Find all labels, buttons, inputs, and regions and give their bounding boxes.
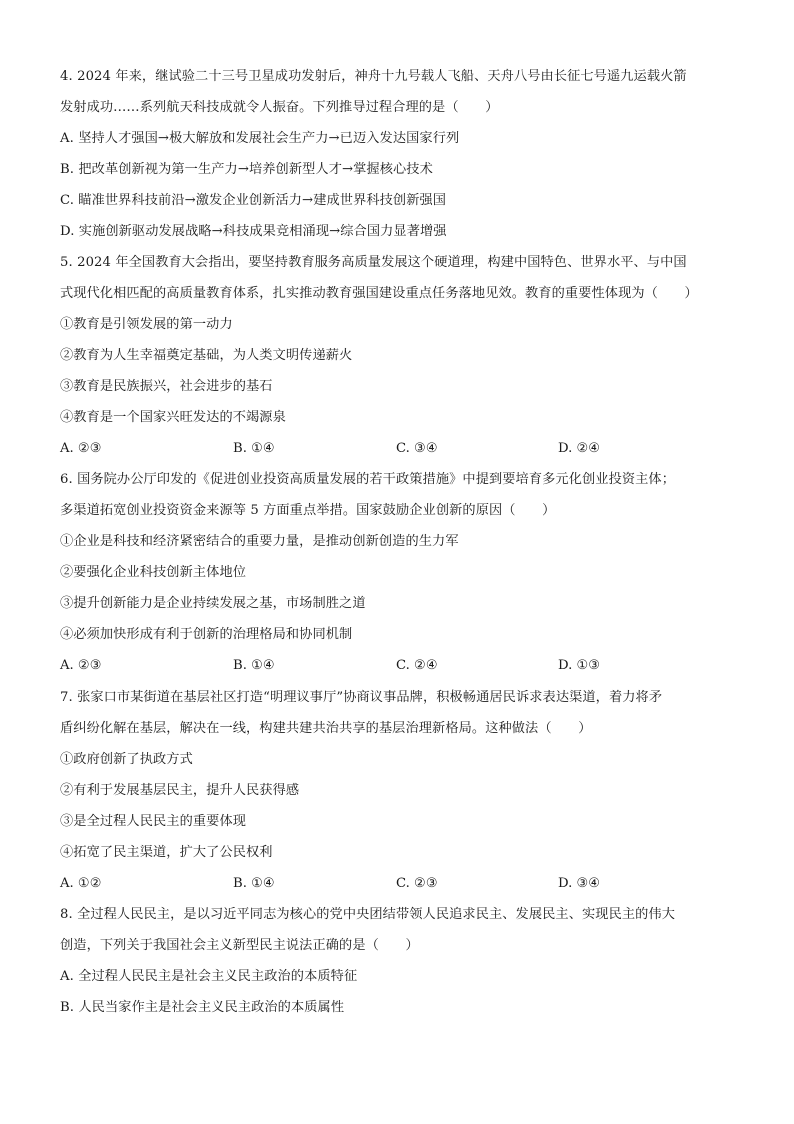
question-8-option-b: B. 人民当家作主是社会主义民主政治的本质属性 — [60, 1000, 345, 1015]
question-7-choice-b: B. ①④ — [233, 876, 275, 891]
question-5-choice-c: C. ③④ — [396, 441, 438, 456]
question-4-option-b: B. 把改革创新视为第一生产力→培养创新型人才→掌握核心技术 — [60, 162, 433, 177]
question-4-stem-line-1: 4. 2024 年来，继试验二十三号卫星成功发射后，神舟十九号载人飞船、天舟八号由长征七号遥九运载火箭 — [60, 69, 687, 84]
question-5-choice-a: A. ②③ — [60, 441, 102, 456]
question-5-choice-b: B. ①④ — [233, 441, 275, 456]
question-7-choice-d: D. ③④ — [558, 876, 601, 891]
question-5-statement-4: ④教育是一个国家兴旺发达的不竭源泉 — [60, 410, 286, 425]
question-6-choice-d: D. ①③ — [558, 658, 601, 673]
question-6-statement-2: ②要强化企业科技创新主体地位 — [60, 565, 247, 580]
question-8-stem-line-1: 8. 全过程人民民主，是以习近平同志为核心的党中央团结带领人民追求民主、发展民主、实现民主的伟大 — [60, 907, 676, 922]
question-4-option-a: A. 坚持人才强国→极大解放和发展社会生产力→已迈入发达国家行列 — [60, 131, 460, 146]
question-6-statement-4: ④必须加快形成有利于创新的治理格局和协同机制 — [60, 627, 353, 642]
question-5-statement-1: ①教育是引领发展的第一动力 — [60, 317, 233, 332]
question-7-stem-line-1: 7. 张家口市某街道在基层社区打造“明理议事厅”协商议事品牌，积极畅通居民诉求表达渠道，着力将矛 — [60, 690, 663, 705]
question-6-choice-a: A. ②③ — [60, 658, 102, 673]
question-8-stem-line-2: 创造，下列关于我国社会主义新型民主说法正确的是（ ） — [60, 938, 419, 953]
question-5-statement-2: ②教育为人生幸福奠定基础，为人类文明传递薪火 — [60, 348, 353, 363]
question-7-statement-2: ②有利于发展基层民主，提升人民获得感 — [60, 783, 300, 798]
question-7-statement-1: ①政府创新了执政方式 — [60, 752, 193, 767]
question-5-choice-d: D. ②④ — [558, 441, 601, 456]
question-4-option-c: C. 瞄准世界科技前沿→激发企业创新活力→建成世界科技创新强国 — [60, 193, 447, 208]
question-6-stem-line-1: 6. 国务院办公厅印发的《促进创业投资高质量发展的若干政策措施》中提到要培育多元化创业投资主体； — [60, 472, 676, 487]
question-5-stem-line-1: 5. 2024 年全国教育大会指出，要坚持教育服务高质量发展这个硬道理，构建中国特色、世界水平、与中国 — [60, 255, 687, 270]
question-6-choice-c: C. ②④ — [396, 658, 438, 673]
question-7-choice-c: C. ②③ — [396, 876, 438, 891]
question-6-statement-3: ③提升创新能力是企业持续发展之基，市场制胜之道 — [60, 596, 366, 611]
question-6-stem-line-2: 多渠道拓宽创业投资资金来源等 5 方面重点举措。国家鼓励企业创新的原因（ ） — [60, 503, 556, 518]
question-4-option-d: D. 实施创新驱动发展战略→科技成果竞相涌现→综合国力显著增强 — [60, 224, 447, 239]
question-8-option-a: A. 全过程人民民主是社会主义民主政治的本质特征 — [60, 969, 358, 984]
question-4-stem-line-2: 发射成功……系列航天科技成就令人振奋。下列推导过程合理的是（ ） — [60, 100, 499, 115]
question-7-statement-3: ③是全过程人民民主的重要体现 — [60, 814, 247, 829]
question-5-statement-3: ③教育是民族振兴，社会进步的基石 — [60, 379, 273, 394]
question-6-choice-b: B. ①④ — [233, 658, 275, 673]
question-7-choice-a: A. ①② — [60, 876, 102, 891]
question-7-statement-4: ④拓宽了民主渠道，扩大了公民权利 — [60, 845, 273, 860]
question-5-stem-line-2: 式现代化相匹配的高质量教育体系，扎实推动教育强国建设重点任务落地见效。教育的重要性体现为（ ） — [60, 286, 698, 301]
question-7-stem-line-2: 盾纠纷化解在基层，解决在一线，构建共建共治共享的基层治理新格局。这种做法（ ） — [60, 721, 592, 736]
question-6-statement-1: ①企业是科技和经济紧密结合的重要力量，是推动创新创造的生力军 — [60, 534, 459, 549]
